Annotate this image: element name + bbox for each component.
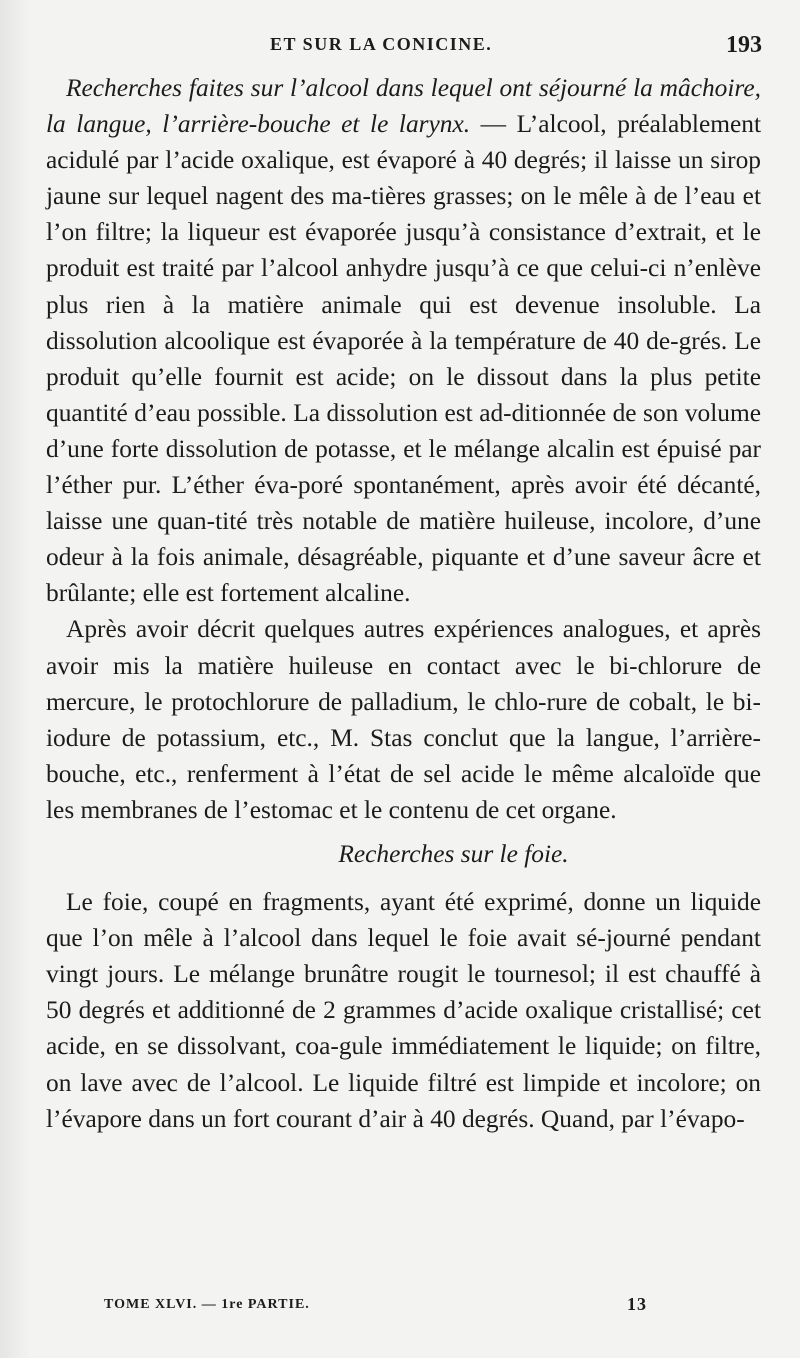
page-footer bbox=[0, 1294, 800, 1321]
section1-heading: Recherches faites sur l’alcool dans lequel ont séjourné la mâchoire, la langue, l’arrière-bouche et le larynx. bbox=[46, 74, 761, 139]
footer-signature-left: TOME XLVI. — 1re PARTIE. bbox=[104, 1297, 310, 1312]
body-text bbox=[46, 70, 761, 1137]
page-number: 193 bbox=[726, 32, 762, 58]
running-header bbox=[0, 34, 800, 64]
footer-signature-right: 13 bbox=[627, 1294, 647, 1314]
section1-text: L’alcool, préalablement acidulé par l’acide oxalique, est évaporé à 40 degrés; il laisse un sirop jaune sur lequel nagent des ma-tières grasses; on le mêle à de l’eau et l’on filtre; la liqueur est évaporée jusqu’à consistance d’extrait, et le produit est traité par l’alcool anhydre jusqu’à ce que celui-ci n’enlève plus rien à la matière animale qui est devenue insoluble. La dissolution alcoolique est évaporée à la température de 40 de-grés. Le produit qu’elle fournit est acide; on le dissout dans la plus petite quantité d’eau possible. La dissolution est ad-ditionnée de son volume d’une forte dissolution de potasse, et le mélange alcalin est épuisé par l’éther pur. L’éther éva-poré spontanément, après avoir été décanté, laisse une quan-tité très notable de matière huileuse, incolore, d’une odeur à la fois animale, désagréable, piquante et d’une saveur âcre et brûlante; elle est fortement alcaline. bbox=[46, 110, 762, 608]
paragraph-section1 bbox=[46, 70, 761, 611]
section1-dash: — bbox=[470, 110, 517, 139]
section2-heading: Recherches sur le foie. bbox=[338, 839, 569, 868]
paragraph-conclusion: Après avoir décrit quelques autres expériences analogues, et après avoir mis la matière huileuse en contact avec le bi-chlorure de mercure, le protochlorure de palladium, le chlo-rure de cobalt, le bi-iodure de potassium, etc., M. Stas conclut que la langue, l’arrière-bouche, etc., renferment à l’état de sel acide le même alcaloïde que les membranes de l’estomac et le contenu de cet organe. bbox=[46, 615, 761, 824]
paragraph-section2: Le foie, coupé en fragments, ayant été exprimé, donne un liquide que l’on mêle à l’alcool dans lequel le foie avait sé-journé pendant vingt jours. Le mélange brunâtre rougit le tournesol; il est chauffé à 50 degrés et additionné de 2 grammes d’acide oxalique cristallisé; cet acide, en se dissolvant, coa-gule immédiatement le liquide; on filtre, on lave avec de l’alcool. Le liquide filtré est limpide et incolore; on l’évapore dans un fort courant d’air à 40 degrés. Quand, par l’évapo- bbox=[46, 888, 761, 1133]
page-gutter-shadow bbox=[0, 0, 30, 1358]
running-title: ET SUR LA CONICINE. bbox=[270, 34, 493, 54]
